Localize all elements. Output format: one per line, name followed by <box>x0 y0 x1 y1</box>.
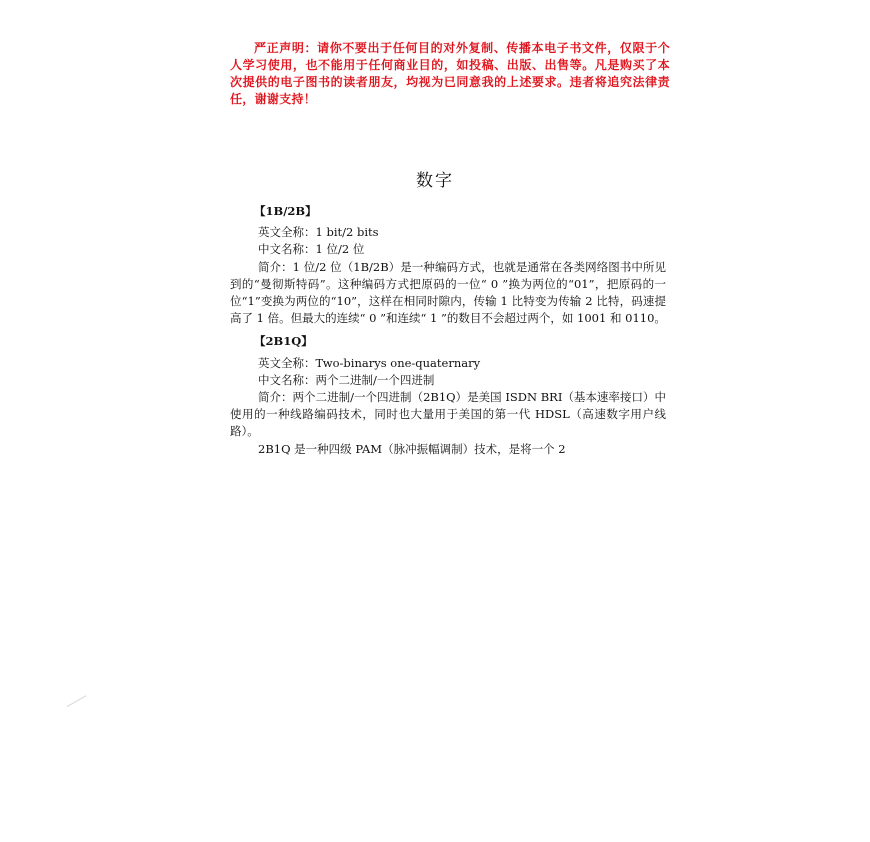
english-name: 英文全称：Two-binarys one-quaternary <box>258 355 481 370</box>
entry-1b2b <box>230 203 666 327</box>
intro-paragraph-continued: 2B1Q 是一种四级 PAM（脉冲振幅调制）技术，是将一个 2 <box>258 441 566 456</box>
entry-2b1q <box>230 333 666 457</box>
chinese-name: 中文名称：两个二进制/一个四进制 <box>258 372 435 387</box>
intro-paragraph: 简介：1 位/2 位（1B/2B）是一种编码方式，也就是通常在各类网络图书中所见到的“曼彻斯特码”。这种编码方式把原码的一位“ 0 ”换为两位的“01”，把原码的一位“1”变换为两位的“10”，这样在相同时隙内，传输 1 比特变为传输 2 比特，码速提高了 1 倍。但最大的连续“ 0 ”和连续“ 1 ”的数目不会超过两个，如 1001 和 0110。 <box>230 259 666 326</box>
english-name: 英文全称：1 bit/2 bits <box>258 225 379 240</box>
document-body <box>230 203 666 458</box>
copyright-notice: 严正声明：请你不要出于任何目的对外复制、传播本电子书文件，仅限于个人学习使用，也不能用于任何商业目的，如投稿、出版、出售等。凡是购买了本次提供的电子图书的读者朋友，均视为已同意我的上述要求。违者将追究法律责任，谢谢支持！ <box>230 41 670 106</box>
scan-artifact <box>67 695 92 716</box>
entry-heading: 【1B/2B】 <box>254 204 317 218</box>
entry-heading: 【2B1Q】 <box>254 334 313 349</box>
intro-paragraph: 简介：两个二进制/一个四进制（2B1Q）是美国 ISDN BRI（基本速率接口）中使用的一种线路编码技术，同时也大量用于美国的第一代 HDSL（高速数字用户线路）。 <box>230 390 666 439</box>
page-title: 数字 <box>416 171 454 191</box>
chinese-name: 中文名称：1 位/2 位 <box>258 242 365 257</box>
